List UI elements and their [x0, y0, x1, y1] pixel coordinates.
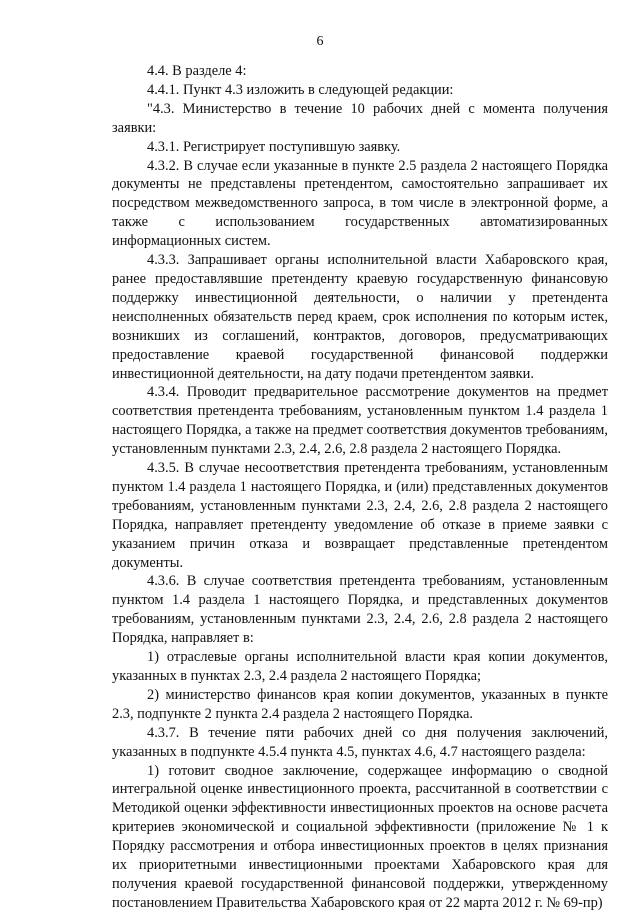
list-item-2: 2) министерство финансов края копии документов, указанных в пункте 2.3, подпункте 2 пункта 2.4 раздела 2 настоящего Порядка.	[112, 686, 608, 722]
paragraph-4-3-7: 4.3.7. В течение пяти рабочих дней со дня получения заключений, указанных в подпункте 4.5.4 пункта 4.5, пунктах 4.6, 4.7 настоящего раздела:	[112, 724, 608, 760]
paragraph-4-3-5: 4.3.5. В случае несоответствия претендента требованиям, установленным пунктом 1.4 раздела 1 настоящего Порядка, и (или) представленных документов требованиям, установленным пунктами 2.3, 2.4, 2.6, 2.8 раздела 2 настоящего Порядка, направляет претенденту уведомление об отказе в приеме заявки с указанием причин отказа и возвращает представленные претендентом документы.	[112, 460, 608, 571]
paragraph-4-3-4: 4.3.4. Проводит предварительное рассмотрение документов на предмет соответствия претендента требованиям, установленным пунктом 1.4 раздела 1 настоящего Порядка, а также на предмет соответствия документов требованиям, установленным пунктами 2.3, 2.4, 2.6, 2.8 раздела 2 настоящего Порядка.	[112, 384, 608, 458]
paragraph-4-3: "4.3. Министерство в течение 10 рабочих дней с момента получения заявки:	[112, 100, 608, 136]
paragraph-4-4: 4.4. В разделе 4:	[147, 63, 247, 79]
list-item-1: 1) отраслевые органы исполнительной власти края копии документов, указанных в пунктах 2.3, 2.4 раздела 2 настоящего Порядка;	[112, 649, 608, 684]
list-item-summary-conclusion: 1) готовит сводное заключение, содержащее информацию о сводной интегральной оценке инвестиционного проекта, рассчитанной в соответствии с Методикой оценки эффективности инвестиционных проектов на основе расчета критериев экономической и социальной эффективности (приложение № 1 к Порядку рассмотрения и отбора инвестиционных проектов в целях признания их приоритетными инвестиционными проектами Хабаровского края для получения краевой государственной финансовой поддержки, утвержденному постановлением Правительства Хабаровского края от 22 марта 2012 г. № 69-пр)	[112, 762, 608, 911]
paragraph-4-3-2: 4.3.2. В случае если указанные в пункте 2.5 раздела 2 настоящего Порядка документы не представлены претендентом, самостоятельно запрашивает их посредством межведомственного запроса, в том числе в электронной форме, а также с использованием государственных автоматизированных информационных систем.	[112, 157, 608, 250]
page-number: 6	[316, 34, 324, 49]
paragraph-4-3-6: 4.3.6. В случае соответствия претендента требованиям, установленным пунктом 1.4 раздела 1 настоящего Порядка, и представленных документов требованиям, установленным пунктами 2.3, 2.4, 2.6, 2.8 раздела 2 настоящего Порядка, направляет в:	[112, 573, 608, 647]
paragraph-4-4-1: 4.4.1. Пункт 4.3 изложить в следующей редакции:	[147, 81, 454, 98]
paragraph-4-3-1: 4.3.1. Регистрирует поступившую заявку.	[147, 138, 401, 155]
paragraph-4-3-3: 4.3.3. Запрашивает органы исполнительной власти Хабаровского края, ранее предоставлявшие претенденту краевую государственную финансовую поддержку инвестиционной деятельности, о наличии у претендента неисполненных обязательств перед краем, срок исполнения по которым истек, возникших из соглашений, контрактов, договоров, предусматривающих предоставление краевой государственной финансовой поддержки инвестиционной деятельности, на дату подачи претендентом заявки.	[112, 252, 608, 382]
document-body	[112, 62, 608, 913]
